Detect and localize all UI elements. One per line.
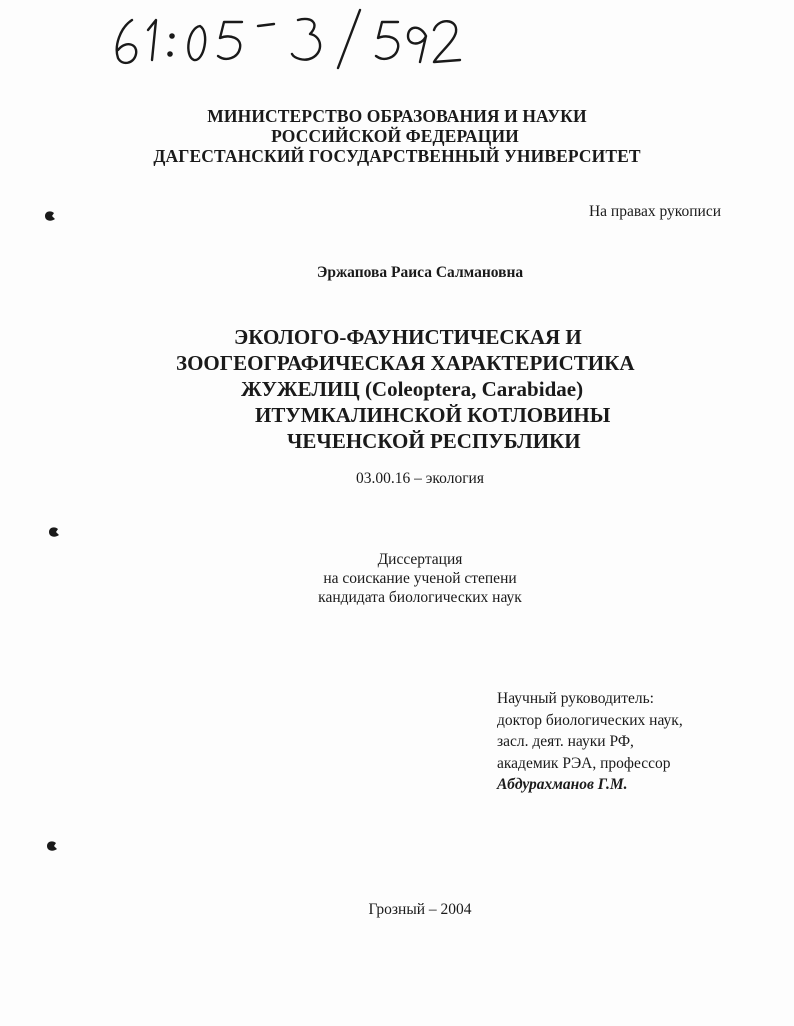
dissertation-degree-block	[0, 550, 794, 607]
supervisor-label: Научный руководитель:	[497, 690, 654, 707]
degree-purpose: на соискание ученой степени	[323, 570, 517, 587]
author-name: Эржапова Раиса Салмановна	[316, 264, 524, 281]
punch-hole-mark	[42, 208, 58, 224]
punch-hole-mark	[46, 524, 62, 540]
university-name: ДАГЕСТАНСКИЙ ГОСУДАРСТВЕННЫЙ УНИВЕРСИТЕТ	[153, 146, 641, 166]
manuscript-rights-note: На правах рукописи	[588, 203, 721, 220]
title-line-2: ЗООГЕОГРАФИЧЕСКАЯ ХАРАКТЕРИСТИКА	[176, 351, 635, 375]
supervisor-position: академик РЭА, профессор	[497, 754, 671, 772]
degree-name: кандидата биологических наук	[318, 589, 522, 606]
title-line-3: ЖУЖЕЛИЦ (Coleoptera, Carabidae)	[241, 377, 584, 401]
dissertation-label: Диссертация	[377, 551, 463, 568]
ministry-line-1: МИНИСТЕРСТВО ОБРАЗОВАНИЯ И НАУКИ	[207, 106, 587, 126]
supervisor-block	[497, 688, 683, 796]
title-line-5: ЧЕЧЕНСКОЙ РЕСПУБЛИКИ	[287, 429, 581, 453]
city-year: Грозный – 2004	[368, 901, 472, 918]
supervisor-honor: засл. деят. науки РФ,	[497, 733, 634, 750]
title-line-4: ИТУМКАЛИНСКОЙ КОТЛОВИНЫ	[255, 403, 611, 427]
supervisor-degree: доктор биологических наук,	[497, 711, 683, 729]
title-line-1: ЭКОЛОГО-ФАУНИСТИЧЕСКАЯ И	[234, 325, 582, 349]
handwritten-archive-number	[108, 6, 468, 70]
ministry-line-2: РОССИЙСКОЙ ФЕДЕРАЦИИ	[271, 126, 519, 146]
punch-hole-mark	[44, 838, 60, 854]
supervisor-name: Абдурахманов Г.М.	[497, 776, 628, 793]
specialty-code: 03.00.16 – экология	[356, 470, 484, 487]
ministry-header	[0, 106, 794, 166]
